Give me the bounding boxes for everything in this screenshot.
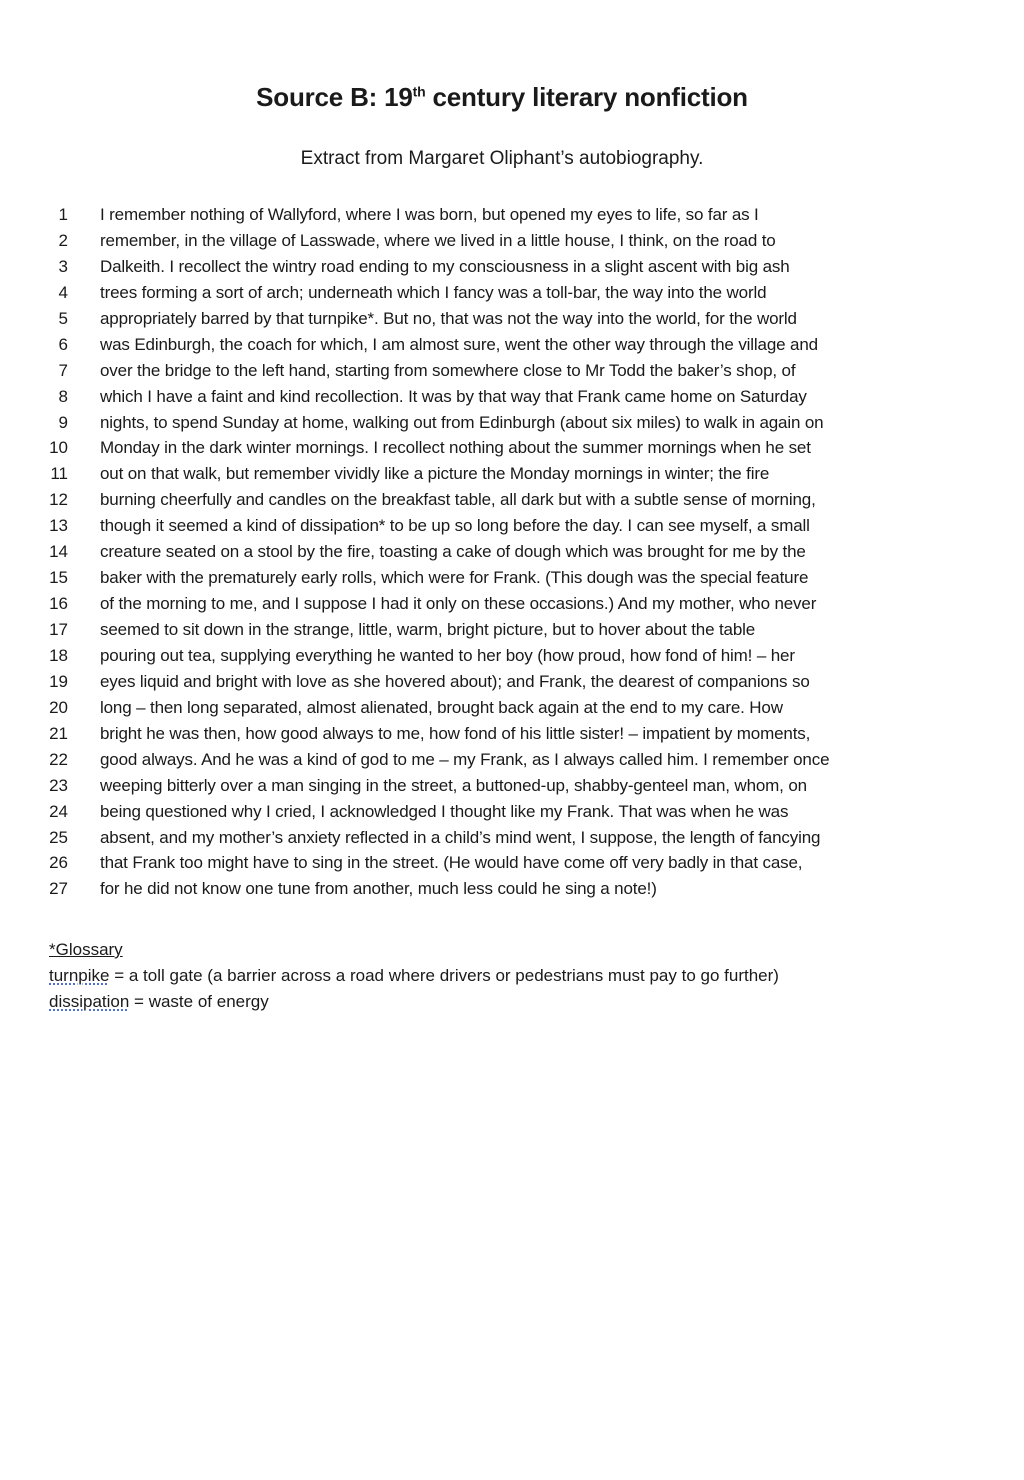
passage-line [0, 669, 1024, 695]
passage-line [0, 721, 1024, 747]
line-text: out on that walk, but remember vividly like a picture the Monday mornings in winter; the fire [100, 464, 770, 484]
passage-line [0, 876, 1024, 902]
line-text: pouring out tea, supplying everything he wanted to her boy (how proud, how fond of him! – her [100, 645, 795, 665]
line-text: Monday in the dark winter mornings. I recollect nothing about the summer mornings when he set [100, 438, 811, 458]
line-number: 21 [49, 723, 68, 743]
passage-line [0, 799, 1024, 825]
passage-line [0, 202, 1024, 228]
passage-line [0, 850, 1024, 876]
line-number: 14 [49, 542, 68, 562]
passage-line [0, 487, 1024, 513]
line-text: of the morning to me, and I suppose I had it only on these occasions.) And my mother, who never [100, 594, 817, 614]
line-text: which I have a faint and kind recollection. It was by that way that Frank came home on Saturday [100, 386, 807, 406]
line-number: 4 [58, 282, 68, 302]
passage-line [0, 617, 1024, 643]
line-text: eyes liquid and bright with love as she hovered about); and Frank, the dearest of companions so [100, 671, 810, 691]
title-main: Source B: 19 [256, 82, 413, 112]
passage-line [0, 435, 1024, 461]
passage-line [0, 513, 1024, 539]
passage-line [0, 254, 1024, 280]
line-number: 18 [49, 645, 68, 665]
line-number: 6 [58, 334, 68, 354]
line-number: 17 [49, 620, 68, 639]
line-number: 5 [58, 308, 68, 328]
line-text: bright he was then, how good always to me, how fond of his little sister! – impatient by moments, [100, 723, 811, 743]
passage-line [0, 384, 1024, 410]
passage-line [0, 358, 1024, 384]
passage-line [0, 332, 1024, 358]
title-superscript: th [412, 83, 426, 100]
page-subtitle: Extract from Margaret Oliphant’s autobiography. [300, 148, 704, 169]
passage-line [0, 643, 1024, 669]
line-number: 1 [58, 205, 68, 224]
line-number: 19 [49, 671, 68, 691]
line-number: 25 [49, 827, 68, 847]
line-number: 24 [49, 801, 68, 821]
line-text: long – then long separated, almost alienated, brought back again at the end to my care. How [100, 697, 783, 717]
line-text: though it seemed a kind of dissipation* to be up so long before the day. I can see myself, a small [100, 516, 810, 536]
line-text: baker with the prematurely early rolls, which were for Frank. (This dough was the special feature [100, 568, 809, 588]
line-text: seemed to sit down in the strange, little, warm, bright picture, but to hover about the table [100, 620, 756, 639]
passage-line [0, 825, 1024, 851]
line-text: creature seated on a stool by the fire, toasting a cake of dough which was brought for me by the [100, 542, 806, 562]
page-title [0, 82, 1004, 113]
line-text: nights, to spend Sunday at home, walking out from Edinburgh (about six miles) to walk in again on [100, 412, 824, 432]
passage-line [0, 306, 1024, 332]
glossary-heading: *Glossary [49, 940, 123, 959]
line-text: trees forming a sort of arch; underneath which I fancy was a toll-bar, the way into the world [100, 282, 767, 302]
glossary-definition: = a toll gate (a barrier across a road where drivers or pedestrians must pay to go further) [109, 966, 779, 985]
line-number: 10 [49, 438, 68, 458]
passage-line [0, 228, 1024, 254]
glossary [49, 937, 779, 1015]
line-number: 2 [58, 230, 68, 250]
line-number: 13 [49, 516, 68, 536]
line-number: 16 [49, 594, 68, 614]
glossary-definition: = waste of energy [129, 992, 269, 1011]
line-number: 11 [50, 464, 68, 484]
line-text: absent, and my mother’s anxiety reflected in a child’s mind went, I suppose, the length of fancying [100, 827, 821, 847]
line-number: 7 [58, 360, 68, 380]
passage-line [0, 280, 1024, 306]
title-rest: century literary nonfiction [425, 82, 748, 112]
line-number: 22 [49, 749, 68, 769]
passage-line [0, 695, 1024, 721]
line-text: burning cheerfully and candles on the breakfast table, all dark but with a subtle sense of morning, [100, 490, 816, 510]
line-text: was Edinburgh, the coach for which, I am almost sure, went the other way through the village and [100, 334, 818, 354]
passage-line [0, 410, 1024, 436]
passage-line [0, 539, 1024, 565]
line-text: good always. And he was a kind of god to me – my Frank, as I always called him. I remember once [100, 749, 830, 769]
passage-line [0, 773, 1024, 799]
line-number: 23 [49, 775, 68, 795]
line-number: 15 [49, 568, 68, 588]
line-number: 20 [49, 697, 68, 717]
line-number: 3 [58, 256, 68, 276]
passage-line [0, 565, 1024, 591]
line-number: 12 [49, 490, 68, 510]
line-text: I remember nothing of Wallyford, where I was born, but opened my eyes to life, so far as I [100, 205, 759, 224]
glossary-entry [49, 963, 779, 989]
line-text: being questioned why I cried, I acknowledged I thought like my Frank. That was when he was [100, 801, 789, 821]
line-text: appropriately barred by that turnpike*. But no, that was not the way into the world, for the world [100, 308, 797, 328]
line-number: 27 [49, 879, 68, 899]
line-number: 9 [58, 412, 68, 432]
passage-line [0, 591, 1024, 617]
glossary-term: dissipation [49, 992, 130, 1011]
line-number: 26 [49, 853, 68, 873]
line-text: that Frank too might have to sing in the street. (He would have come off very badly in that case, [100, 853, 803, 873]
line-text: remember, in the village of Lasswade, where we lived in a little house, I think, on the road to [100, 230, 776, 250]
glossary-term: turnpike [49, 966, 110, 985]
glossary-entry [49, 989, 779, 1015]
passage-line [0, 747, 1024, 773]
line-text: weeping bitterly over a man singing in the street, a buttoned-up, shabby-genteel man, whom, on [100, 775, 807, 795]
line-text: Dalkeith. I recollect the wintry road ending to my consciousness in a slight ascent with big ash [100, 256, 790, 276]
line-number: 8 [58, 386, 68, 406]
passage-line [0, 461, 1024, 487]
line-text: for he did not know one tune from another, much less could he sing a note!) [100, 879, 657, 899]
line-text: over the bridge to the left hand, starting from somewhere close to Mr Todd the baker’s shop, of [100, 360, 796, 380]
numbered-passage [0, 202, 1024, 902]
